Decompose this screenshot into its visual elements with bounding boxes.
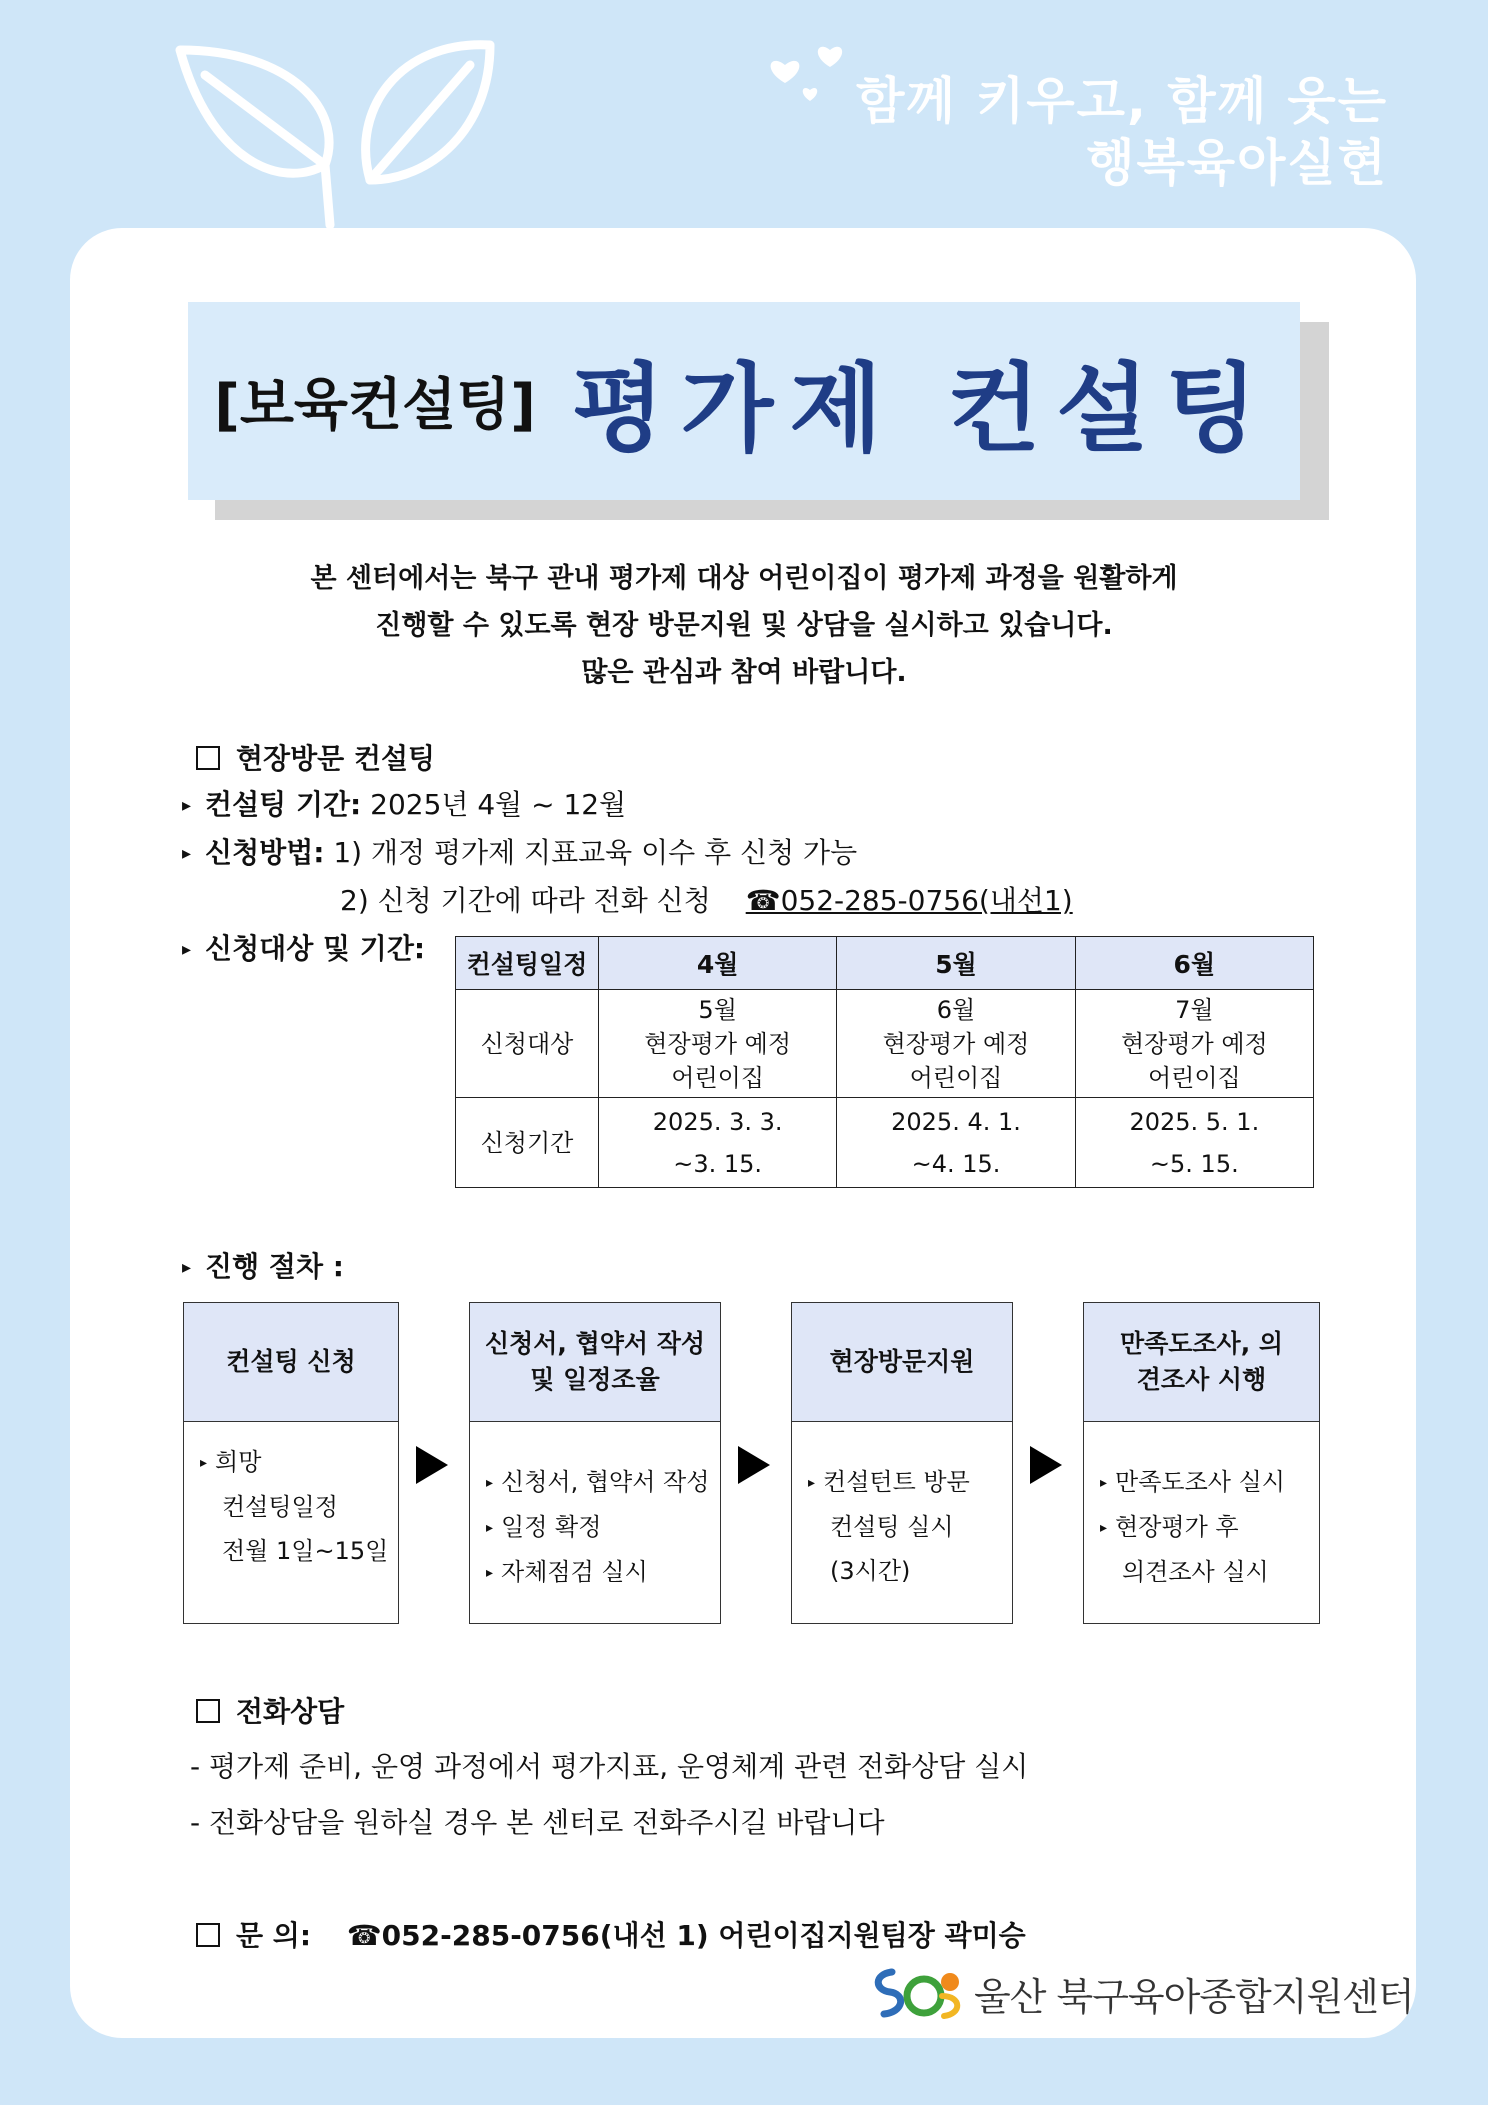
period-line	[182, 783, 626, 823]
table-cell-line: 2025. 3. 3.	[652, 1107, 783, 1136]
table-cell-line: ~3. 15.	[673, 1149, 763, 1178]
method-2: 2) 신청 기간에 따라 전화 신청	[340, 884, 711, 917]
phone-consult-line-2: - 전화상담을 원하실 경우 본 센터로 전화주시길 바랍니다	[190, 1806, 885, 1839]
phone-consult-heading	[196, 1690, 344, 1730]
bullet-triangle-icon: ▸	[486, 1520, 494, 1536]
checkbox-square-icon	[196, 746, 220, 770]
inquiry-line	[196, 1914, 1026, 1954]
table-cell-line: 2025. 4. 1.	[891, 1107, 1021, 1136]
inquiry-text: ☎052-285-0756(내선 1) 어린이집지원팀장 곽미승	[346, 1919, 1026, 1952]
intro-line-3: 많은 관심과 참여 바랍니다.	[581, 657, 907, 688]
phone-consult-line-1: - 평가제 준비, 운영 과정에서 평가지표, 운영체계 관련 전화상담 실시	[190, 1750, 1029, 1783]
table-cell-line: 2025. 5. 1.	[1129, 1107, 1260, 1136]
bullet-triangle-icon: ▸	[182, 843, 192, 864]
table-row-label: 신청기간	[456, 1098, 599, 1188]
procedure-step-line: 만족도조사 실시	[1115, 1468, 1285, 1496]
intro-text	[0, 555, 1488, 696]
table-cell-line: 어린이집	[671, 1063, 765, 1092]
hearts-decoration-icon	[760, 35, 860, 105]
target-line	[182, 927, 425, 967]
title-prefix: [보육컨설팅]	[214, 373, 536, 438]
target-label: 신청대상 및 기간:	[205, 932, 426, 965]
table-header-cell: 6월	[1075, 937, 1313, 990]
procedure-step-body	[792, 1422, 1012, 1611]
table-cell-line: 5월	[698, 995, 737, 1024]
procedure-step-4	[1083, 1302, 1320, 1624]
method-1: 1) 개정 평가제 지표교육 이수 후 신청 가능	[333, 836, 858, 869]
table-row	[456, 1098, 1314, 1188]
table-cell-line: 현장평가 예정	[882, 1029, 1030, 1058]
procedure-step-title: 만족도조사, 의견조사 시행	[1084, 1303, 1319, 1422]
intro-line-2: 진행할 수 있도록 현장 방문지원 및 상담을 실시하고 있습니다.	[375, 610, 1113, 641]
procedure-step-body	[470, 1422, 720, 1613]
procedure-step-title: 현장방문지원	[792, 1303, 1012, 1422]
arrow-right-icon	[416, 1446, 448, 1484]
table-cell	[1075, 1098, 1313, 1188]
page-title: 평가제 컨설팅	[571, 352, 1274, 465]
slogan	[856, 70, 1388, 194]
table-cell-line: 7월	[1175, 995, 1214, 1024]
procedure-step-2	[469, 1302, 721, 1624]
bullet-triangle-icon: ▸	[486, 1565, 494, 1581]
procedure-step-line: 자체점검 실시	[501, 1558, 648, 1586]
procedure-step-line: 일정 확정	[501, 1513, 602, 1541]
procedure-step-3	[791, 1302, 1013, 1624]
bullet-triangle-icon: ▸	[182, 939, 192, 960]
table-cell-line: ~5. 15.	[1149, 1149, 1239, 1178]
period-label: 컨설팅 기간:	[205, 788, 362, 821]
table-cell-line: ~4. 15.	[911, 1149, 1001, 1178]
table-cell	[599, 1098, 837, 1188]
procedure-step-line: 컨설팅 실시	[830, 1513, 954, 1541]
table-cell-line: 6월	[936, 995, 976, 1024]
slogan-line-2: 행복육아실현	[1086, 134, 1388, 192]
org-logo-icon	[872, 1962, 964, 2024]
procedure-label: 진행 절차 :	[205, 1250, 344, 1283]
table-cell-line: 어린이집	[909, 1063, 1003, 1092]
procedure-step-line: 전월 1일~15일	[222, 1537, 389, 1565]
table-cell	[837, 990, 1075, 1098]
bullet-triangle-icon: ▸	[182, 795, 192, 816]
leaf-decoration-icon	[170, 30, 510, 230]
table-cell-line: 어린이집	[1147, 1063, 1241, 1092]
procedure-step-line: 컨설턴트 방문	[823, 1468, 970, 1496]
method-label: 신청방법:	[205, 836, 325, 869]
intro-line-1: 본 센터에서는 북구 관내 평가제 대상 어린이집이 평가제 과정을 원활하게	[310, 563, 1178, 594]
bullet-triangle-icon: ▸	[808, 1475, 816, 1491]
procedure-step-line: 신청서, 협약서 작성	[501, 1468, 710, 1496]
table-cell-line: 현장평가 예정	[644, 1029, 792, 1058]
procedure-step-line: (3시간)	[830, 1557, 911, 1585]
checkbox-square-icon	[196, 1699, 220, 1723]
table-header-cell: 컨설팅일정	[456, 937, 599, 990]
slogan-line-1: 함께 키우고, 함께 웃는	[856, 72, 1388, 130]
table-cell	[1075, 990, 1313, 1098]
procedure-step-line: 희망	[215, 1448, 262, 1476]
visit-heading	[196, 737, 435, 777]
table-row-label: 신청대상	[456, 990, 599, 1098]
table-header-cell: 4월	[599, 937, 837, 990]
procedure-step-1	[183, 1302, 399, 1624]
table-cell-line: 현장평가 예정	[1120, 1029, 1268, 1058]
table-cell	[837, 1098, 1075, 1188]
table-header-row	[456, 937, 1314, 990]
bullet-triangle-icon: ▸	[200, 1455, 208, 1471]
method-line	[182, 831, 857, 871]
title-box	[188, 302, 1300, 500]
org-name: 울산 북구육아종합지원센터	[974, 1974, 1414, 2019]
arrow-right-icon	[738, 1446, 770, 1484]
org-logo	[872, 1962, 1414, 2024]
phone-consult-heading-text: 전화상담	[236, 1695, 345, 1728]
procedure-step-title: 신청서, 협약서 작성 및 일정조율	[470, 1303, 720, 1422]
bullet-triangle-icon: ▸	[1100, 1475, 1108, 1491]
procedure-step-title: 컨설팅 신청	[184, 1303, 398, 1422]
procedure-step-line: 현장평가 후	[1115, 1513, 1239, 1541]
method-line-2	[340, 879, 1073, 919]
procedure-step-line: 컨설팅일정	[222, 1493, 338, 1521]
procedure-step-line: 의견조사 실시	[1122, 1558, 1269, 1586]
procedure-step-body	[184, 1422, 398, 1591]
schedule-table	[455, 936, 1314, 1188]
table-row	[456, 990, 1314, 1098]
method-phone: ☎052-285-0756(내선1)	[745, 884, 1073, 917]
table-cell	[599, 990, 837, 1098]
arrow-right-icon	[1030, 1446, 1062, 1484]
checkbox-square-icon	[196, 1923, 220, 1947]
visit-heading-text: 현장방문 컨설팅	[236, 742, 436, 775]
bullet-triangle-icon: ▸	[1100, 1520, 1108, 1536]
bullet-triangle-icon: ▸	[182, 1257, 192, 1278]
procedure-step-body	[1084, 1422, 1319, 1612]
inquiry-label: 문 의:	[236, 1919, 312, 1952]
procedure-line	[182, 1245, 344, 1285]
bullet-triangle-icon: ▸	[486, 1475, 494, 1491]
table-header-cell: 5월	[837, 937, 1075, 990]
period-value: 2025년 4월 ~ 12월	[370, 788, 627, 821]
